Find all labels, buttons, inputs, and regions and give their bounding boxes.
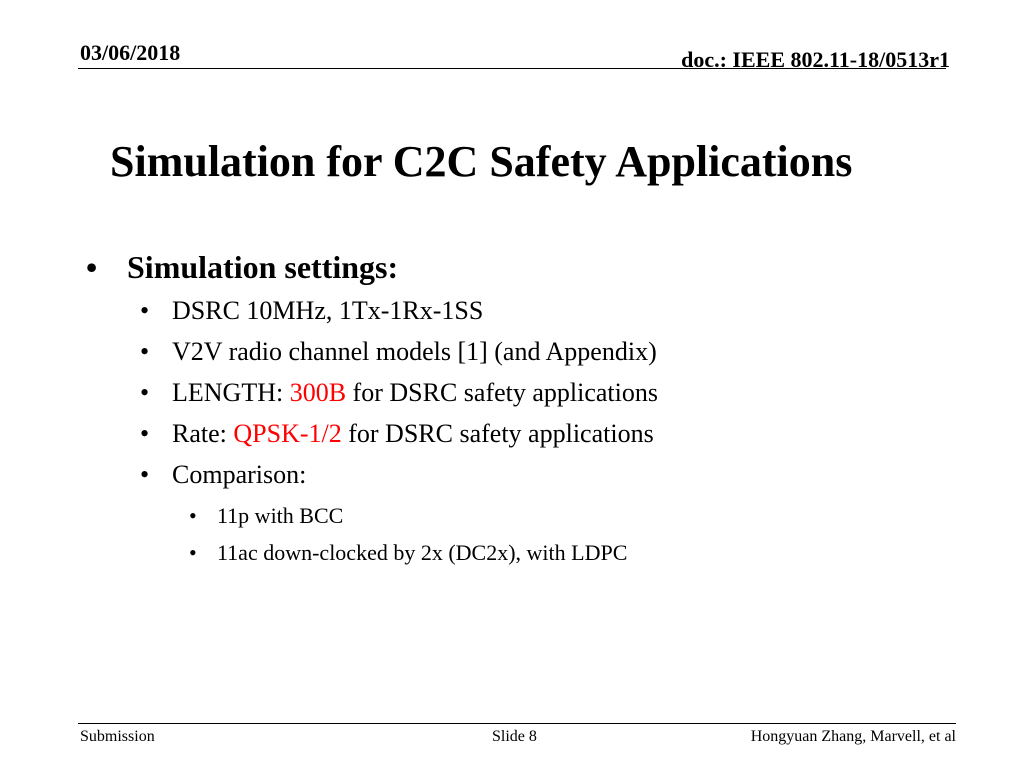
footer-slide-number: Slide 8 [492,728,537,745]
bullet-item-suffix: for DSRC safety applications [341,419,654,448]
header-divider [78,68,946,69]
bullet-item-text: Comparison: [172,460,307,489]
sub-bullet-text: 11ac down-clocked by 2x (DC2x), with LDPC [217,540,628,565]
bullet-item-text [172,418,654,450]
bullet-item-text [172,377,658,409]
bullet-item-text: V2V radio channel models [1] (and Appendix) [172,337,657,366]
footer-divider [78,723,956,724]
footer-author: Hongyuan Zhang, Marvell, et al [750,728,956,745]
bullet-dot: • [140,296,150,325]
highlight-length: 300B [289,378,347,407]
bullet-item-prefix: LENGTH: [172,378,290,407]
bullet-dot: • [140,337,150,366]
bullet-dot: • [189,503,197,528]
bullet-dot: • [86,249,98,285]
bullet-item-prefix: Rate: [172,419,234,448]
sub-bullet-text: 11p with BCC [217,503,344,528]
highlight-rate: QPSK-1/2 [233,419,342,448]
bullet-dot: • [140,378,150,407]
slide-title: Simulation for C2C Safety Applications [110,137,853,186]
footer-submission: Submission [80,728,155,745]
bullet-dot: • [189,540,197,565]
bullet-dot: • [140,419,150,448]
bullet-heading-text: Simulation settings: [127,249,399,285]
header-date: 03/06/2018 [80,40,181,65]
header-doc-id: doc.: IEEE 802.11-18/0513r1 [681,47,950,72]
bullet-item-text: DSRC 10MHz, 1Tx-1Rx-1SS [172,296,484,325]
bullet-dot: • [140,460,150,489]
bullet-item-suffix: for DSRC safety applications [346,378,658,407]
